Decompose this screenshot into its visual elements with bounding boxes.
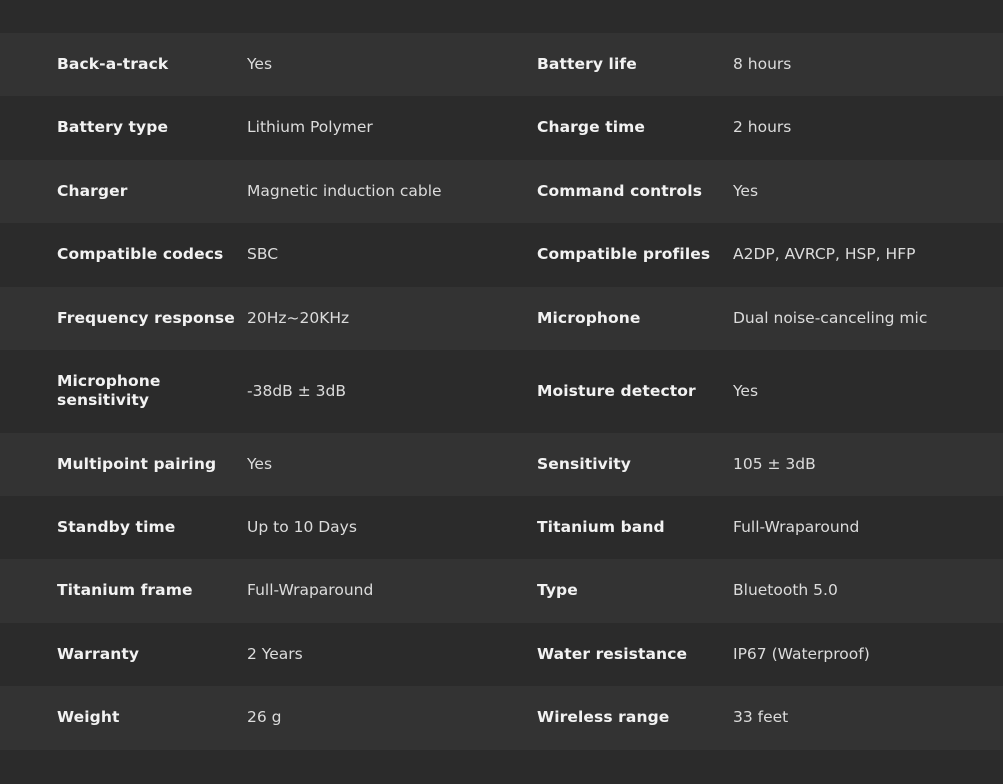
spec-label-right-cell [537,96,733,159]
spec-label-right: Command controls [537,181,703,200]
spec-value-right-cell [733,96,1003,159]
spec-value-left-cell [247,623,537,686]
spec-label-left: Warranty [57,644,140,663]
spec-value-right-cell [733,160,1003,223]
spec-value-left: Full-Wraparound [247,581,374,600]
table-bottom-spacer [0,750,1003,782]
specifications-table-body [0,33,1003,750]
spec-label-left: Battery type [57,118,169,137]
spec-value-right-cell [733,559,1003,622]
spec-label-left-cell [57,559,247,622]
table-row [0,496,1003,559]
table-row [0,160,1003,223]
spec-label-left: Microphone sensitivity [57,371,161,410]
row-left-padding [0,287,57,350]
spec-label-left-cell [57,350,247,433]
spec-value-right: A2DP, AVRCP, HSP, HFP [733,245,916,264]
spec-label-left-cell [57,33,247,96]
table-row [0,223,1003,286]
row-left-padding [0,433,57,496]
spec-value-right-cell [733,223,1003,286]
spec-value-left-cell [247,160,537,223]
spec-label-right: Water resistance [537,644,688,663]
spec-label-left-cell [57,287,247,350]
spec-value-left: Yes [247,454,273,473]
table-row [0,686,1003,749]
spec-label-right-cell [537,496,733,559]
spec-value-left: Magnetic induction cable [247,181,442,200]
spec-value-left-cell [247,350,537,433]
table-row [0,623,1003,686]
specifications-table [0,33,1003,750]
spec-value-left-cell [247,433,537,496]
spec-value-right: 8 hours [733,55,792,73]
spec-label-left: Back-a-track [57,55,169,73]
spec-value-left-cell [247,287,537,350]
spec-label-right-cell [537,350,733,433]
spec-value-left: 26 g [247,708,282,727]
spec-label-right-cell [537,287,733,350]
spec-value-right: Dual noise-canceling mic [733,308,928,327]
spec-value-left-cell [247,33,537,96]
row-left-padding [0,223,57,286]
spec-label-left: Standby time [57,518,176,536]
spec-value-left: Lithium Polymer [247,118,373,137]
table-top-spacer [0,0,1003,33]
spec-value-left-cell [247,559,537,622]
spec-value-left: Yes [247,55,273,73]
spec-label-right: Charge time [537,118,646,137]
spec-label-right: Wireless range [537,708,670,727]
spec-label-right-cell [537,433,733,496]
spec-value-left-cell [247,686,537,749]
row-left-padding [0,96,57,159]
row-left-padding [0,559,57,622]
spec-label-left: Multipoint pairing [57,454,217,473]
spec-value-left-cell [247,496,537,559]
table-row [0,287,1003,350]
spec-label-right: Type [537,581,578,600]
spec-label-left-cell [57,623,247,686]
table-row [0,33,1003,96]
spec-value-right: Bluetooth 5.0 [733,581,838,600]
spec-label-right-cell [537,623,733,686]
spec-value-right: Full-Wraparound [733,518,860,536]
spec-value-right-cell [733,287,1003,350]
row-left-padding [0,623,57,686]
table-row [0,433,1003,496]
spec-label-right: Microphone [537,308,641,327]
spec-value-right-cell [733,496,1003,559]
spec-label-right-cell [537,223,733,286]
spec-value-right: Yes [733,181,759,200]
spec-label-left-cell [57,96,247,159]
spec-value-right-cell [733,33,1003,96]
spec-label-left-cell [57,160,247,223]
spec-value-right: 33 feet [733,708,789,727]
spec-label-right: Sensitivity [537,454,632,473]
row-left-padding [0,686,57,749]
spec-label-left: Titanium frame [57,581,193,600]
spec-value-left-cell [247,223,537,286]
spec-label-right: Titanium band [537,518,665,536]
spec-value-right: 105 ± 3dB [733,454,816,473]
spec-label-right-cell [537,33,733,96]
spec-label-left-cell [57,223,247,286]
spec-value-right-cell [733,433,1003,496]
spec-label-left: Charger [57,181,128,200]
spec-label-left-cell [57,686,247,749]
spec-value-right: 2 hours [733,118,792,137]
spec-label-left: Compatible codecs [57,245,224,264]
spec-value-left: SBC [247,245,279,264]
spec-label-right-cell [537,160,733,223]
spec-value-right-cell [733,686,1003,749]
row-left-padding [0,496,57,559]
spec-value-left: 2 Years [247,644,303,663]
table-row [0,350,1003,433]
spec-label-right-cell [537,686,733,749]
table-row [0,96,1003,159]
spec-value-right-cell [733,623,1003,686]
spec-label-right-cell [537,559,733,622]
spec-value-left: 20Hz~20KHz [247,308,350,327]
table-row [0,559,1003,622]
row-left-padding [0,350,57,433]
spec-label-right: Battery life [537,55,637,73]
spec-value-right: Yes [733,381,759,400]
spec-label-left: Frequency response [57,308,235,327]
spec-label-right: Moisture detector [537,381,696,400]
spec-value-left: Up to 10 Days [247,518,357,536]
spec-value-left-cell [247,96,537,159]
spec-value-right-cell [733,350,1003,433]
spec-label-left: Weight [57,708,120,727]
spec-label-right: Compatible profiles [537,245,711,264]
row-left-padding [0,33,57,96]
spec-label-left-cell [57,496,247,559]
spec-label-left-cell [57,433,247,496]
row-left-padding [0,160,57,223]
spec-value-right: IP67 (Waterproof) [733,644,870,663]
spec-value-left: -38dB ± 3dB [247,381,346,400]
